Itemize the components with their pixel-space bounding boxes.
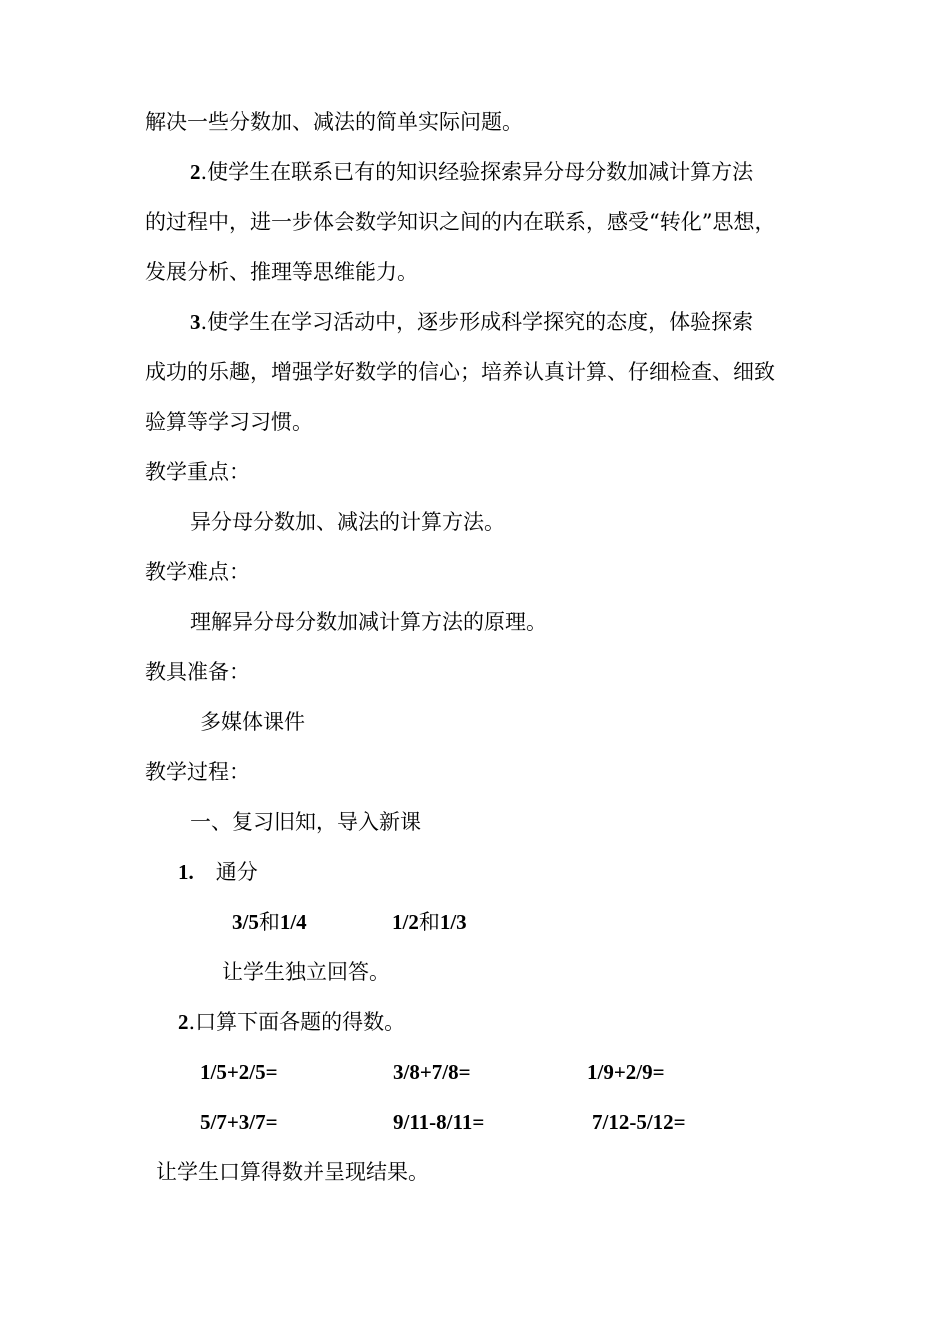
step-1-note: 让学生独立回答。 (222, 960, 390, 984)
objective-3-line-3: 验算等学习习惯。 (145, 410, 313, 434)
objective-3-number: 3 (190, 310, 201, 334)
step-2-number: 2 (178, 1010, 189, 1034)
fraction-pair-2-join: 和 (418, 910, 440, 934)
objective-2-line-3: 发展分析、推理等思维能力。 (145, 260, 418, 284)
equation-r2-c3: 7/12-5/12= (592, 1110, 686, 1134)
difficulty-heading: 教学难点： (145, 560, 250, 584)
objective-3-text: .使学生在学习活动中，逐步形成科学探究的态度，体验探索 (200, 310, 754, 334)
objective-2-text: .使学生在联系已有的知识经验探索异分母分数加减计算方法 (200, 160, 754, 184)
step-1-heading (178, 858, 258, 886)
equation-r1-c2: 3/8+7/8= (393, 1060, 471, 1084)
fraction-pair-1-a: 3/5 (232, 910, 259, 934)
tools-heading: 教具准备： (145, 660, 250, 684)
key-point-text: 异分母分数加、减法的计算方法。 (190, 510, 505, 534)
fraction-pair-2-b: 1/3 (439, 910, 467, 934)
objective-1-tail: 解决一些分数加、减法的简单实际问题。 (145, 110, 523, 134)
objective-3-line-2: 成功的乐趣，增强学好数学的信心；培养认真计算、仔细检查、细致 (145, 360, 775, 384)
objective-2-line-2: 的过程中，进一步体会数学知识之间的内在联系，感受“转化”思想， (145, 210, 776, 234)
equation-r1-c1: 1/5+2/5= (200, 1060, 278, 1084)
step-2-note: 让学生口算得数并呈现结果。 (156, 1160, 429, 1184)
step-1-label: 通分 (215, 860, 258, 884)
process-heading: 教学过程： (145, 760, 250, 784)
step-1-dot: . (188, 860, 194, 884)
equation-r1-c3: 1/9+2/9= (587, 1060, 665, 1084)
step-1-number: 1 (178, 860, 189, 884)
tools-text: 多媒体课件 (200, 710, 305, 734)
equation-r2-c2: 9/11-8/11= (393, 1110, 485, 1134)
fraction-pair-1 (232, 908, 307, 936)
difficulty-text: 理解异分母分数加减计算方法的原理。 (190, 610, 547, 634)
objective-2-number: 2 (190, 160, 201, 184)
objective-2-line-1 (190, 158, 753, 186)
key-point-heading: 教学重点： (145, 460, 250, 484)
objective-3-line-1 (190, 308, 753, 336)
step-2-label: .口算下面各题的得数。 (188, 1010, 406, 1034)
fraction-pair-1-join: 和 (258, 910, 280, 934)
step-2-heading (178, 1008, 405, 1036)
fraction-pair-1-b: 1/4 (279, 910, 307, 934)
fraction-pair-2 (392, 908, 467, 936)
fraction-pair-2-a: 1/2 (392, 910, 419, 934)
equation-r2-c1: 5/7+3/7= (200, 1110, 278, 1134)
section-1-heading: 一、复习旧知，导入新课 (190, 810, 421, 834)
